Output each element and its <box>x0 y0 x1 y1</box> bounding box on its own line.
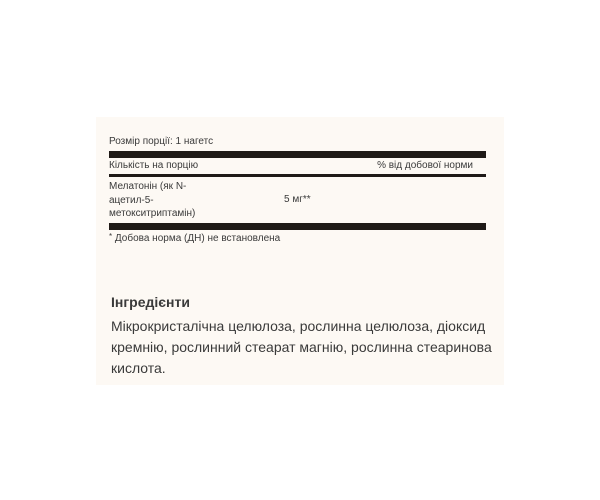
serving-size: Розмір порції: 1 нагетс <box>109 136 214 147</box>
product-info-panel <box>96 117 504 385</box>
nutrient-amount: 5 мг** <box>284 194 311 205</box>
thick-divider <box>109 151 486 158</box>
facts-header-row <box>109 158 486 174</box>
nutrient-name: Мелатонін (як N-ацетил-5-метокситриптамін) <box>109 181 196 219</box>
nutrient-row <box>109 177 486 223</box>
supplement-facts-table <box>109 135 486 245</box>
daily-value-label: % від добової норми <box>377 160 473 171</box>
thick-divider-bottom <box>109 223 486 230</box>
footnote-mark: * <box>109 232 113 241</box>
ingredients-text: Мікрокристалічна целюлоза, рослинна целюлоза, діоксид кремнію, рослинний стеарат магнію, рослинна стеаринова кислота. <box>111 318 492 376</box>
ingredients-section <box>111 293 501 379</box>
amount-per-serving-label: Кількість на порцію <box>109 160 199 171</box>
footnote-text: Добова норма (ДН) не встановлена <box>114 233 281 244</box>
footnote <box>109 232 486 245</box>
ingredients-title: Інгредієнти <box>111 294 190 310</box>
